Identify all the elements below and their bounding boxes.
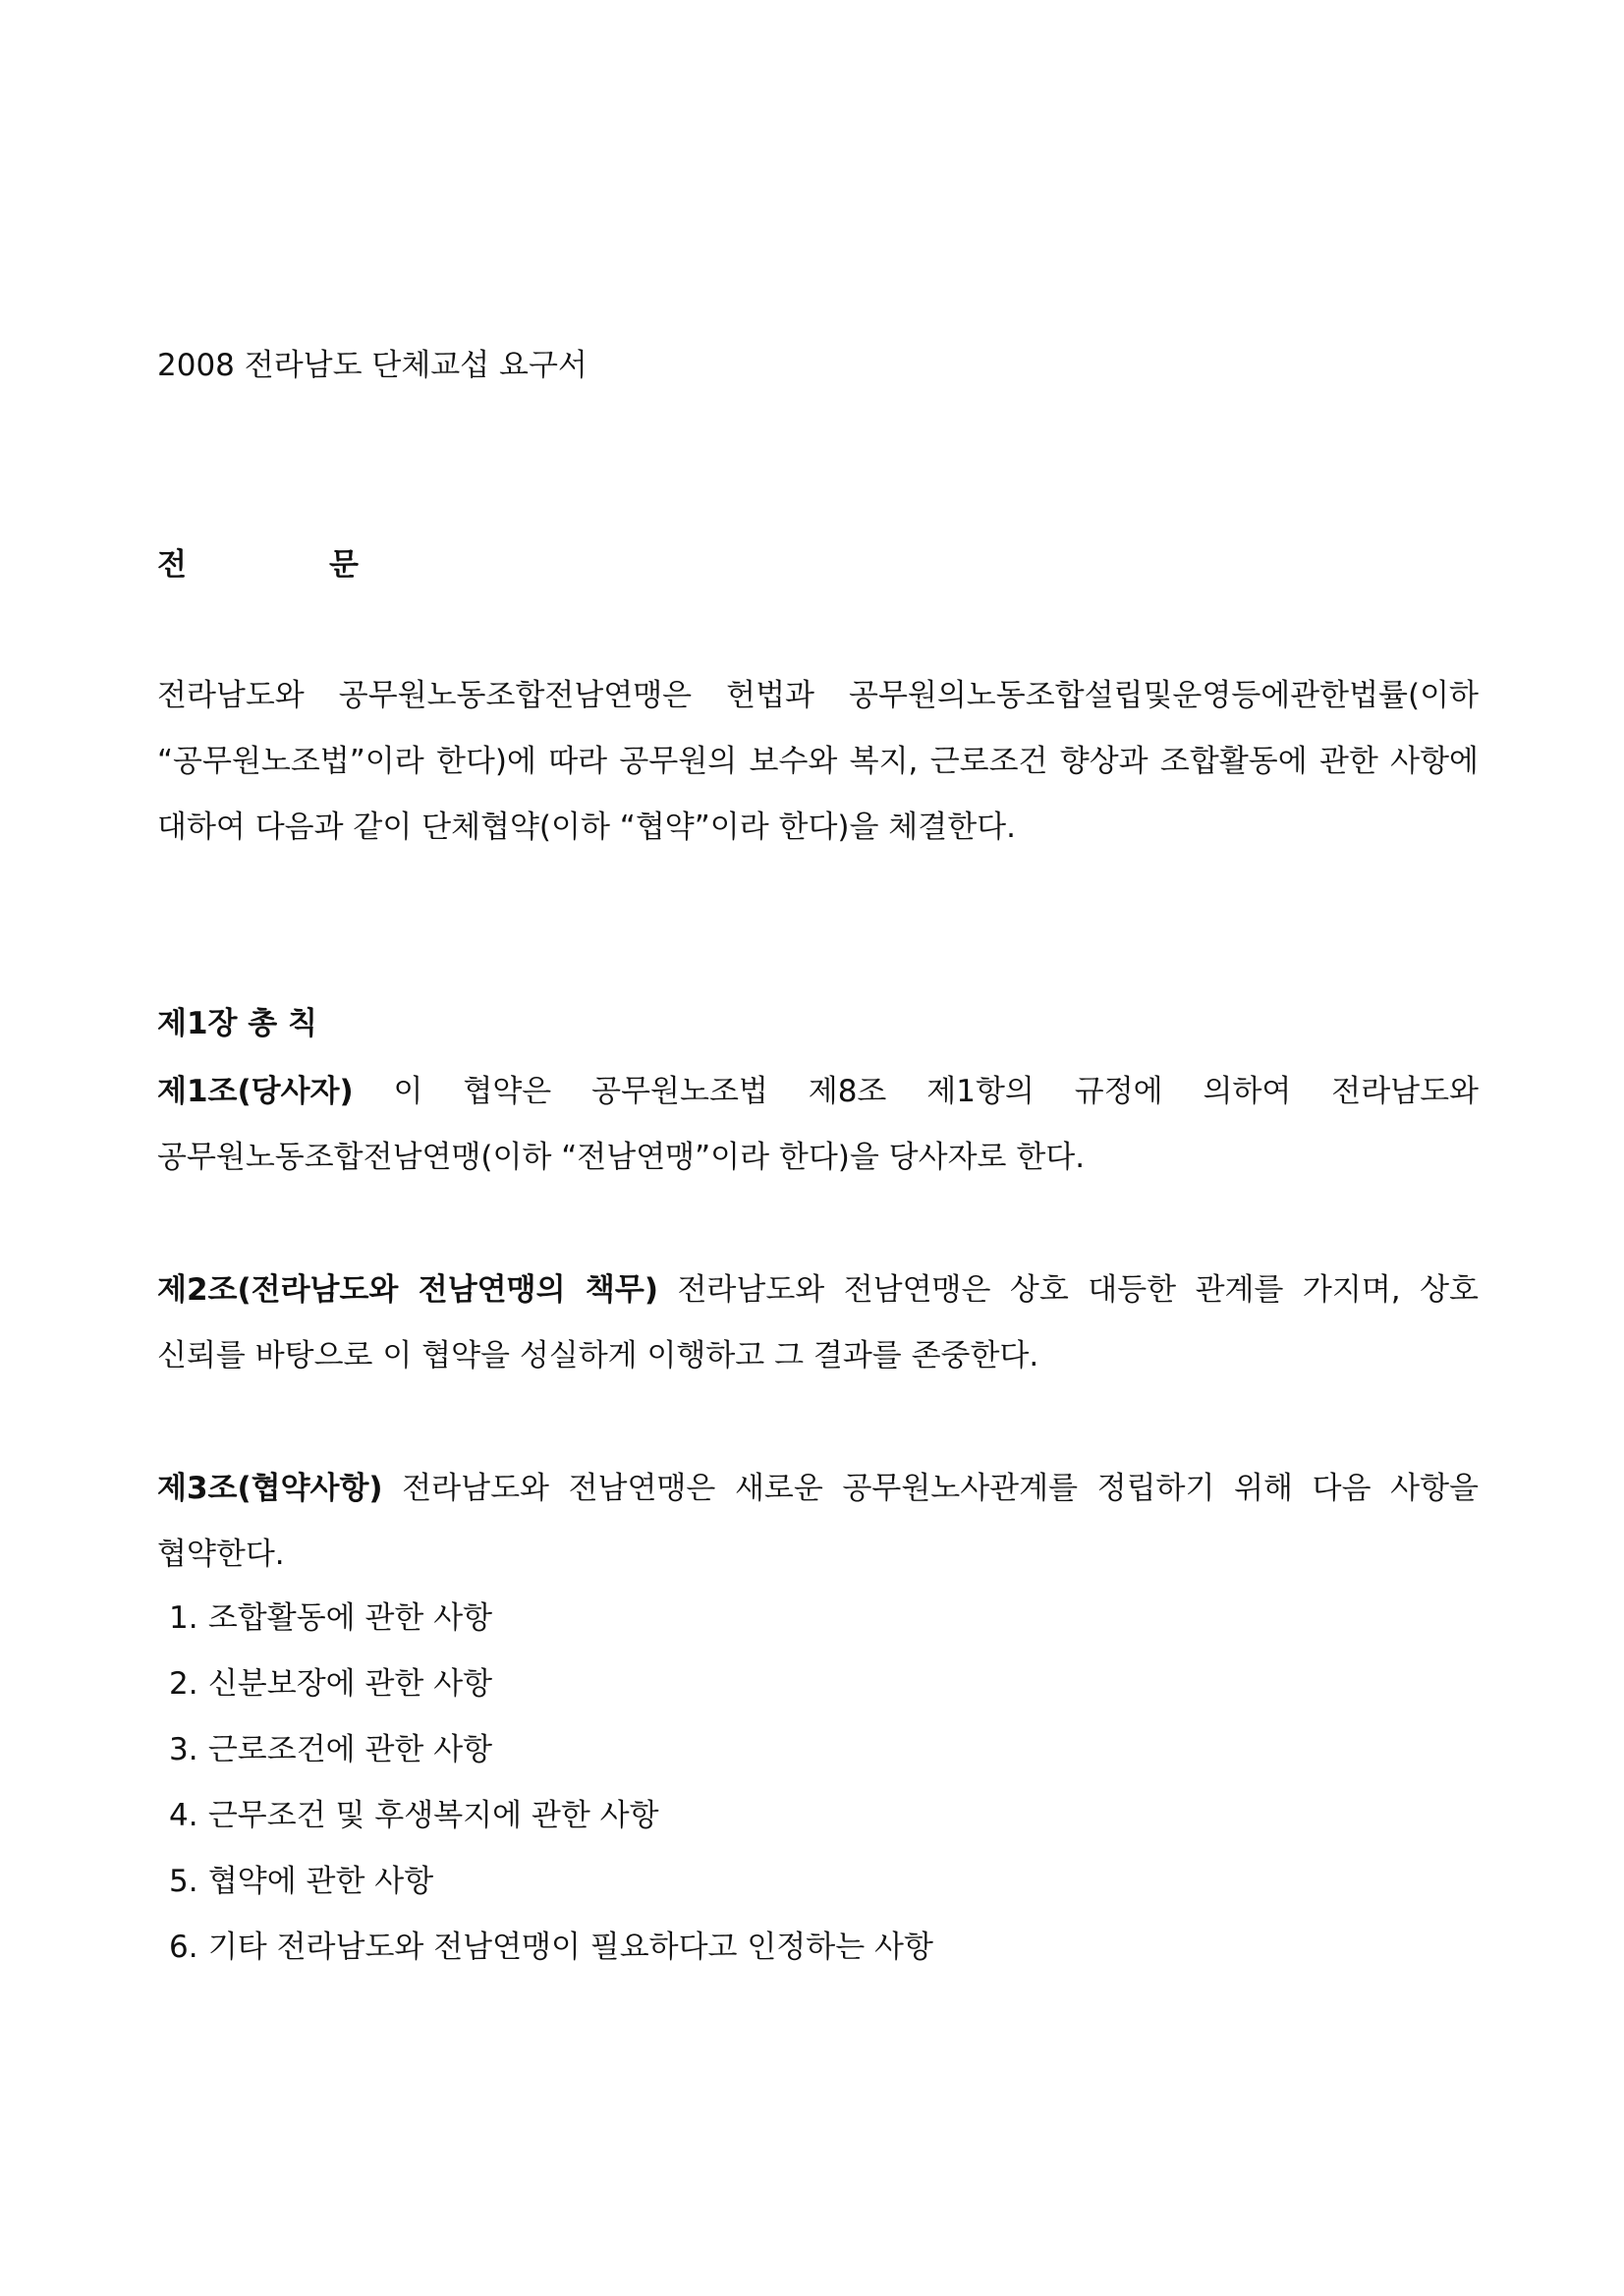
list-item-text: 기타 전라남도와 전남연맹이 필요하다고 인정하는 사항 [207, 1930, 933, 1965]
article-2-label: 제2조(전라남도와 전남연맹의 책무) [157, 1272, 658, 1308]
preamble-heading-right: 문 [328, 547, 359, 583]
list-item-text: 조합활동에 관한 사항 [207, 1600, 493, 1636]
document-title: 2008 전라남도 단체교섭 요구서 [157, 348, 588, 383]
list-item [169, 1915, 933, 1981]
list-item-number: 1. [169, 1600, 198, 1636]
list-item-number: 4. [169, 1798, 198, 1833]
article-1-text: 이 협약은 공무원노조법 제8조 제1항의 규정에 의하여 전라남도와 공무원노동조합전남연맹(이하 “전남연맹”이라 한다)을 당사자로 한다. [157, 1074, 1479, 1175]
chapter-1-title: 제1장 총 칙 [157, 1006, 317, 1041]
list-item-number: 6. [169, 1930, 198, 1965]
article-1-label: 제1조(당사자) [157, 1074, 354, 1109]
article-2-text: 전라남도와 전남연맹은 상호 대등한 관계를 가지며, 상호 신뢰를 바탕으로 이 협약을 성실하게 이행하고 그 결과를 존중한다. [157, 1272, 1479, 1373]
list-item [169, 1717, 933, 1783]
article-3 [157, 1456, 1479, 1588]
article-1 [157, 1059, 1479, 1191]
article-3-list [169, 1586, 933, 1981]
list-item-text: 협약에 관한 사항 [207, 1864, 434, 1899]
list-item-number: 5. [169, 1864, 198, 1899]
list-item-text: 근로조건에 관한 사항 [207, 1732, 493, 1767]
article-3-text: 전라남도와 전남연맹은 새로운 공무원노사관계를 정립하기 위해 다음 사항을 협약한다. [157, 1471, 1479, 1572]
list-item-number: 3. [169, 1732, 198, 1767]
article-3-label: 제3조(협약사항) [157, 1471, 383, 1506]
article-2 [157, 1258, 1479, 1389]
list-item [169, 1849, 933, 1915]
list-item-number: 2. [169, 1666, 198, 1702]
list-item [169, 1783, 933, 1849]
preamble-heading [157, 543, 359, 587]
list-item [169, 1586, 933, 1652]
list-item-text: 신분보장에 관한 사항 [207, 1666, 493, 1702]
list-item [169, 1652, 933, 1717]
list-item-text: 근무조건 및 후생복지에 관한 사항 [207, 1798, 659, 1833]
preamble-heading-left: 전 [157, 547, 187, 583]
preamble-text: 전라남도와 공무원노동조합전남연맹은 헌법과 공무원의노동조합설립및운영등에관한법률(이하 “공무원노조법”이라 한다)에 따라 공무원의 보수와 복지, 근로조건 향상과 조합활동에 관한 사항에 대하여 다음과 같이 단체협약(이하 “협약”이라 한다)을 체결한다. [157, 678, 1479, 845]
